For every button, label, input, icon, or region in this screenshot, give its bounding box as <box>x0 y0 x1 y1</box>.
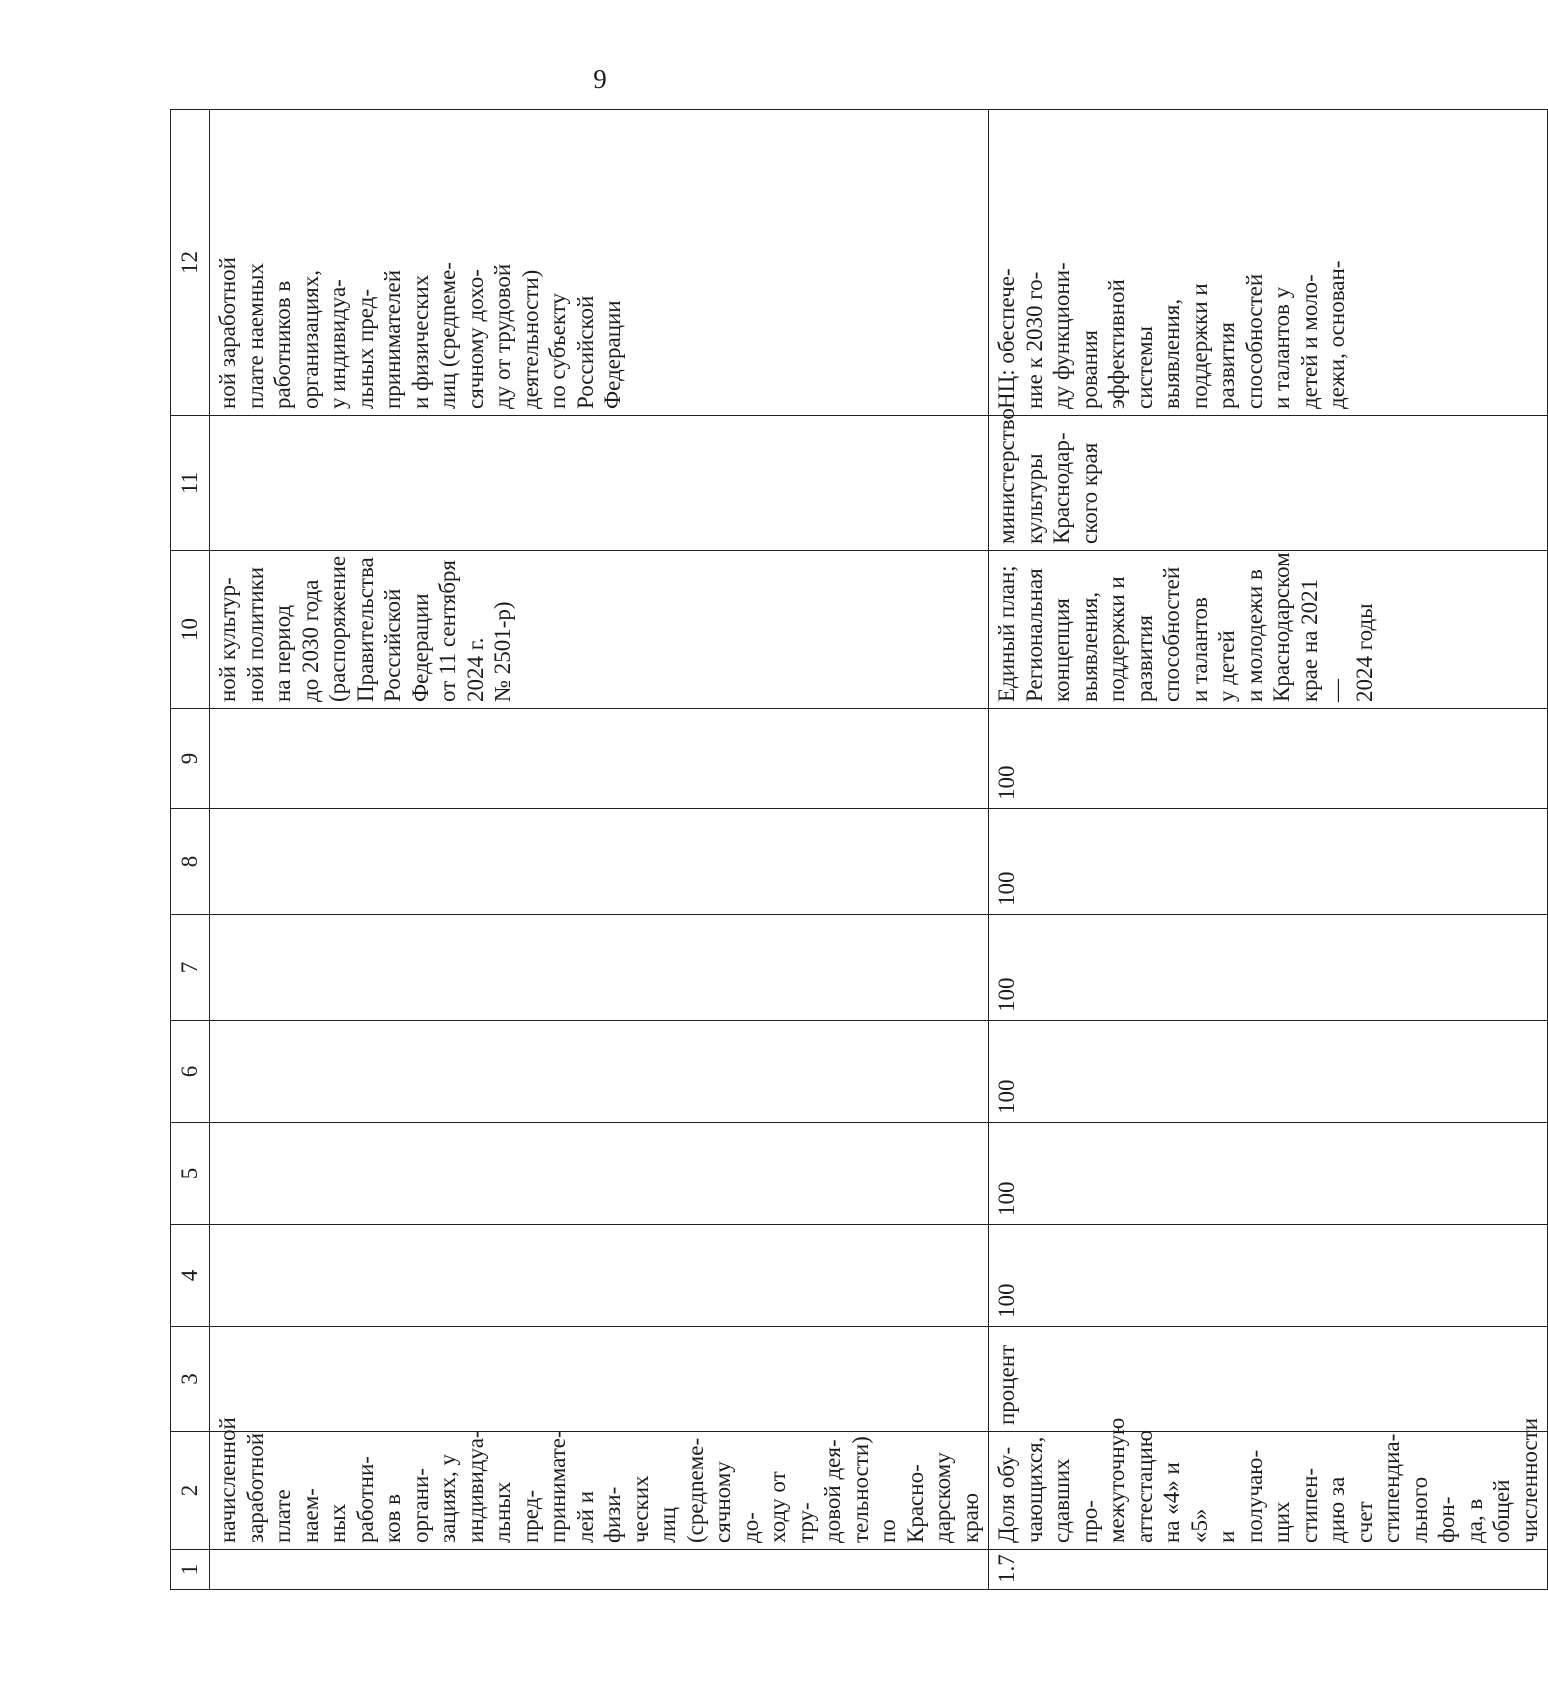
table-cell: министерство культуры Краснодар- ского края <box>989 416 1548 551</box>
indicator-table <box>170 109 1548 1590</box>
table-cell <box>210 1225 989 1327</box>
column-header: 3 <box>171 1327 210 1432</box>
column-header: 6 <box>171 1021 210 1123</box>
table-cell: Единый план; Региональная концепция выявления, поддержки и развития способностей и талантов у детей и молодежи в Краснодарском крае на 2021 — 2024 годы <box>989 551 1548 709</box>
column-header: 12 <box>171 110 210 416</box>
table-cell: ной культур- ной политики на период до 2030 года (распоряжение Правительства Российской Федерации от 11 сентября 2024 г. № 2501-р) <box>210 551 989 709</box>
table-cell: 100 <box>989 915 1548 1021</box>
column-header: 1 <box>171 1550 210 1590</box>
table-cell <box>210 1327 989 1432</box>
table-cell <box>210 416 989 551</box>
column-header: 2 <box>171 1432 210 1550</box>
table-cell <box>210 809 989 915</box>
table-cell: процент <box>989 1327 1548 1432</box>
page-number: 9 <box>593 64 607 94</box>
table-cell: 100 <box>989 1123 1548 1225</box>
table-cell <box>210 709 989 809</box>
column-header: 8 <box>171 809 210 915</box>
table-row <box>210 110 989 1590</box>
table-cell: 100 <box>989 1225 1548 1327</box>
table-cell: ной заработной плате наемных работников в организациях, у индивидуа- льных пред- принимателей и физических лиц (средneме- сячному дохо- ду от трудовой деятельности) по субъекту Российской Федерации <box>210 110 989 416</box>
table-cell: Доля обу- чающихся, сдавших про- межуточную аттестацию на «4» и «5» и получаю- щих стипен- дию за счет стипендиа- льного фон- да, в общей численности <box>989 1432 1548 1550</box>
rotated-table-container <box>170 110 1542 1590</box>
table-cell: 100 <box>989 1021 1548 1123</box>
column-header: 11 <box>171 416 210 551</box>
table-cell: 100 <box>989 709 1548 809</box>
header-row <box>171 110 210 1590</box>
column-header: 5 <box>171 1123 210 1225</box>
column-header: 9 <box>171 709 210 809</box>
table-cell: 100 <box>989 809 1548 915</box>
column-header: 7 <box>171 915 210 1021</box>
table-cell <box>210 1123 989 1225</box>
table-cell: 1.7 <box>989 1550 1548 1590</box>
column-header: 10 <box>171 551 210 709</box>
table-cell <box>210 915 989 1021</box>
table-cell: начисленной заработной плате наем- ных работни- ков в органи- зациях, у индивидуа- льных пред- принимате- лей и физи- ческих лиц (средneме- сячному до- ходу от тру- довой дея- тельности) по Красно- дарскому краю <box>210 1432 989 1550</box>
table-cell <box>210 1550 989 1590</box>
table-cell <box>210 1021 989 1123</box>
table-row <box>989 110 1548 1590</box>
column-header: 4 <box>171 1225 210 1327</box>
table-cell: НЦ: обеспече- ние к 2030 го- ду функциони- рования эффективной системы выявления, поддержки и развития способностей и талантов у детей и моло- дежи, основан- <box>989 110 1548 416</box>
